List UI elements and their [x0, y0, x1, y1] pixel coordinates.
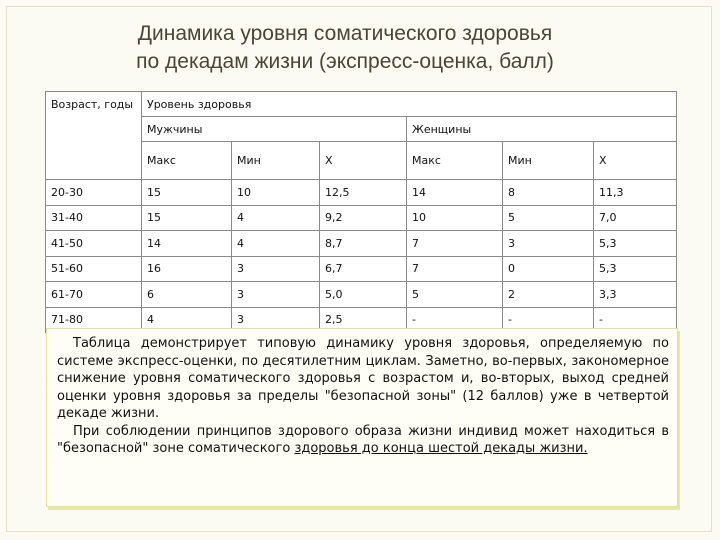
table-cell: 12,5 — [320, 180, 407, 206]
table-cell: 2,5 — [320, 307, 407, 333]
table-cell: 10 — [232, 180, 320, 206]
table-cell: 3 — [503, 231, 594, 257]
description-paragraph-1: Таблица демонстрирует типовую динамику уровня здоровья, определяемую по системе экспресс-оценки, по десятилетним циклам. Заметно, во-первых, закономерное снижение уровня соматического здоровья с возрастом и, во-вторых, выход средней оценки уровня здоровья за пределы "безопасной зоны" (12 баллов) уже в четвертой декаде жизни. — [57, 336, 669, 421]
women-mean-header: X — [594, 142, 677, 180]
title-line-1: Динамика уровня соматического здоровья — [137, 22, 553, 45]
slide-title — [0, 20, 690, 76]
table-cell: 11,3 — [594, 180, 677, 206]
table-cell: 14 — [407, 180, 503, 206]
table-cell: 61-70 — [46, 282, 142, 308]
table-cell: 31-40 — [46, 205, 142, 231]
women-max-header: Макс — [407, 142, 503, 180]
women-header: Женщины — [407, 117, 677, 142]
table-cell: - — [407, 307, 503, 333]
table-cell: 8 — [503, 180, 594, 206]
table-cell: 5 — [503, 205, 594, 231]
table-cell: 41-50 — [46, 231, 142, 257]
paragraph-2-text: При соблюдении принципов здорового образа жизни индивид может находиться в "безопасной" зоне соматического — [57, 423, 669, 456]
table-row — [46, 180, 677, 206]
table-cell: 7,0 — [594, 205, 677, 231]
table-cell: - — [594, 307, 677, 333]
age-header: Возраст, годы — [46, 92, 142, 180]
table-cell: 8,7 — [320, 231, 407, 257]
health-level-header: Уровень здоровья — [142, 92, 677, 117]
table-cell: 3 — [232, 282, 320, 308]
table-cell: 4 — [232, 205, 320, 231]
table-row — [46, 256, 677, 282]
table-cell: 0 — [503, 256, 594, 282]
table-cell: 7 — [407, 231, 503, 257]
table-cell: 20-30 — [46, 180, 142, 206]
men-min-header: Мин — [232, 142, 320, 180]
table-cell: 3 — [232, 307, 320, 333]
table-cell: 3 — [232, 256, 320, 282]
table-cell: 5,0 — [320, 282, 407, 308]
table-cell: 4 — [142, 307, 232, 333]
women-min-header: Мин — [503, 142, 594, 180]
table-cell: 71-80 — [46, 307, 142, 333]
description-paragraph-2 — [57, 423, 669, 458]
title-line-2: по декадам жизни (экспресс-оценка, балл) — [136, 50, 554, 73]
table-cell: 15 — [142, 205, 232, 231]
underlined-text: здоровья до конца шестой декады жизни. — [294, 441, 588, 456]
men-max-header: Макс — [142, 142, 232, 180]
table-cell: 16 — [142, 256, 232, 282]
table-cell: 5,3 — [594, 231, 677, 257]
table-cell: 6,7 — [320, 256, 407, 282]
table-cell: 7 — [407, 256, 503, 282]
men-mean-header: X — [320, 142, 407, 180]
table-cell: 4 — [232, 231, 320, 257]
table-cell: 14 — [142, 231, 232, 257]
table-cell: 6 — [142, 282, 232, 308]
table-cell: 2 — [503, 282, 594, 308]
table-cell: 15 — [142, 180, 232, 206]
table-cell: 5,3 — [594, 256, 677, 282]
table-cell: 5 — [407, 282, 503, 308]
description-box — [46, 328, 678, 507]
table-row — [46, 231, 677, 257]
men-header: Мужчины — [142, 117, 407, 142]
table-cell: 9,2 — [320, 205, 407, 231]
table-cell: 10 — [407, 205, 503, 231]
table-row — [46, 282, 677, 308]
table-row — [46, 205, 677, 231]
table-cell: - — [503, 307, 594, 333]
table-cell: 3,3 — [594, 282, 677, 308]
table-cell: 51-60 — [46, 256, 142, 282]
health-table — [45, 91, 677, 333]
